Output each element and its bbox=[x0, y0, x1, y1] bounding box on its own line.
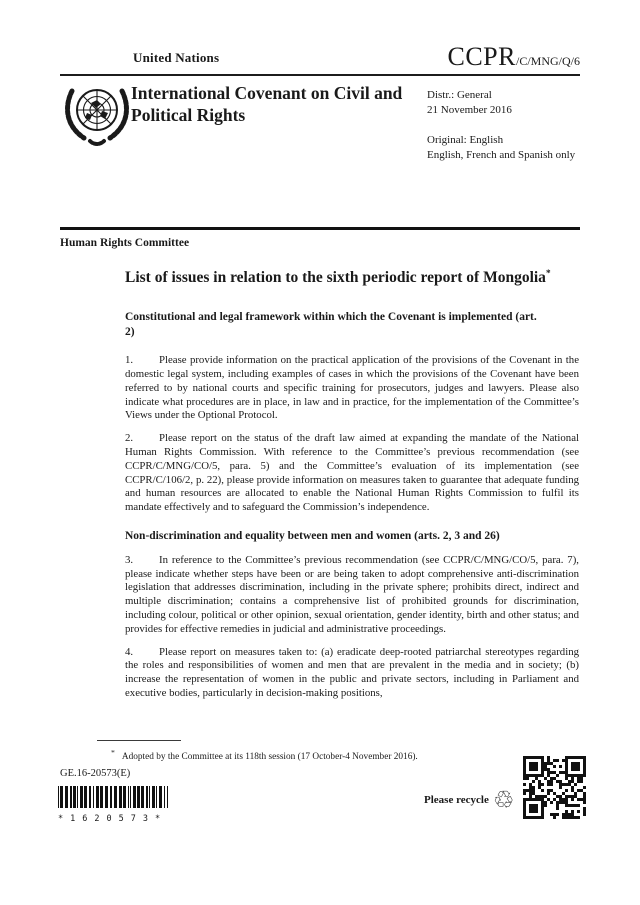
distribution-block bbox=[427, 88, 575, 163]
recycle-notice bbox=[424, 788, 514, 812]
document-body bbox=[125, 268, 579, 710]
recycle-icon: ♲ bbox=[492, 786, 515, 814]
footnote-line bbox=[97, 747, 537, 763]
title-footnote-marker: * bbox=[545, 269, 551, 279]
paragraph-3 bbox=[125, 554, 579, 637]
report-title bbox=[125, 268, 565, 288]
paragraph-4 bbox=[125, 646, 579, 701]
paragraph-3-number: 3. bbox=[125, 553, 134, 566]
barcode-icon bbox=[58, 786, 170, 808]
paragraph-2-number: 2. bbox=[125, 432, 134, 445]
section-heading-nondiscrimination: Non-discrimination and equality between men and women (arts. 2, 3 and 26) bbox=[125, 529, 500, 542]
paragraph-2-text: Please report on the status of the draft law aimed at expanding the mandate of the National Human Rights Commission. With reference to the Committee’s previous recommendation (see CCPR/C/MNG/CO/5, para. 5) and the Committee’s evaluation of its implementation (see CCPR/C/106/2, p. 22), please provide information on measures taken to guarantee that adequate funding and human resources are allocated to enable the National Human Rights Commission to fulfil its mandate effectively and to safeguard the Commission’s independence. bbox=[125, 432, 579, 514]
header-rule bbox=[60, 74, 580, 76]
org-name: United Nations bbox=[133, 50, 220, 65]
barcode bbox=[58, 786, 172, 824]
footnote-text: Adopted by the Committee at its 118th session (17 October-4 November 2016). bbox=[121, 752, 418, 763]
document-symbol-main: CCPR bbox=[447, 42, 516, 71]
languages-line: English, French and Spanish only bbox=[427, 149, 576, 161]
date-line: 21 November 2016 bbox=[427, 104, 512, 116]
ge-number: GE.16-20573(E) bbox=[60, 768, 131, 779]
committee-label: Human Rights Committee bbox=[60, 237, 190, 249]
document-symbol-suffix: /C/MNG/Q/6 bbox=[515, 54, 580, 68]
covenant-title: International Covenant on Civil and Political Rights bbox=[131, 83, 403, 126]
distr-line: Distr.: General bbox=[427, 89, 492, 101]
paragraph-1 bbox=[125, 354, 579, 423]
footnote bbox=[97, 740, 537, 763]
un-emblem-icon bbox=[60, 84, 134, 153]
report-title-text: List of issues in relation to the sixth periodic report of Mongolia bbox=[125, 269, 546, 287]
recycle-label: Please recycle bbox=[424, 794, 489, 806]
footnote-rule bbox=[97, 740, 181, 741]
section-heading-constitutional: Constitutional and legal framework within which the Covenant is implemented (art. 2) bbox=[125, 311, 537, 339]
paragraph-2 bbox=[125, 432, 579, 515]
section-rule bbox=[60, 227, 580, 230]
footnote-marker: * bbox=[111, 748, 115, 757]
paragraph-4-number: 4. bbox=[125, 645, 134, 658]
document-symbol bbox=[447, 42, 580, 72]
paragraph-1-number: 1. bbox=[125, 354, 134, 367]
paragraph-1-text: Please provide information on the practical application of the provisions of the Covenant in the domestic legal system, including examples of cases in which the provisions of the Covenant have been referred to by national courts and specific training for prosecutors, judges and lawyers. Please also indicate what procedures are in place, in law and in practice, for the implementation of the Committee’s Views under the Optional Protocol. bbox=[125, 354, 579, 422]
paragraph-4-text: Please report on measures taken to: (a) eradicate deep-rooted patriarchal stereotypes regarding the roles and responsibilities of women and men that are prevalent in the media and in society; (b) increase the representation of women in the public and private sectors, including in Parliament and executive bodies, particularly in decision-making positions, bbox=[125, 645, 579, 700]
barcode-text: *1620573* bbox=[58, 814, 168, 824]
paragraph-3-text: In reference to the Committee’s previous recommendation (see CCPR/C/MNG/CO/5, para. 7), please indicate whether steps have been or are being taken to adopt comprehensive anti-discrimination legislation that addresses discrimination, including in the private sphere; prohibits direct, indirect and multiple discrimination; contains a comprehensive list of prohibited grounds for discrimination, including colour, political or other opinion, sexual orientation, gender identity, birth and other status; and provides for effective remedies in judicial and administrative proceedings. bbox=[125, 553, 579, 635]
original-language-line: Original: English bbox=[427, 134, 504, 146]
qr-code-icon bbox=[523, 756, 586, 824]
